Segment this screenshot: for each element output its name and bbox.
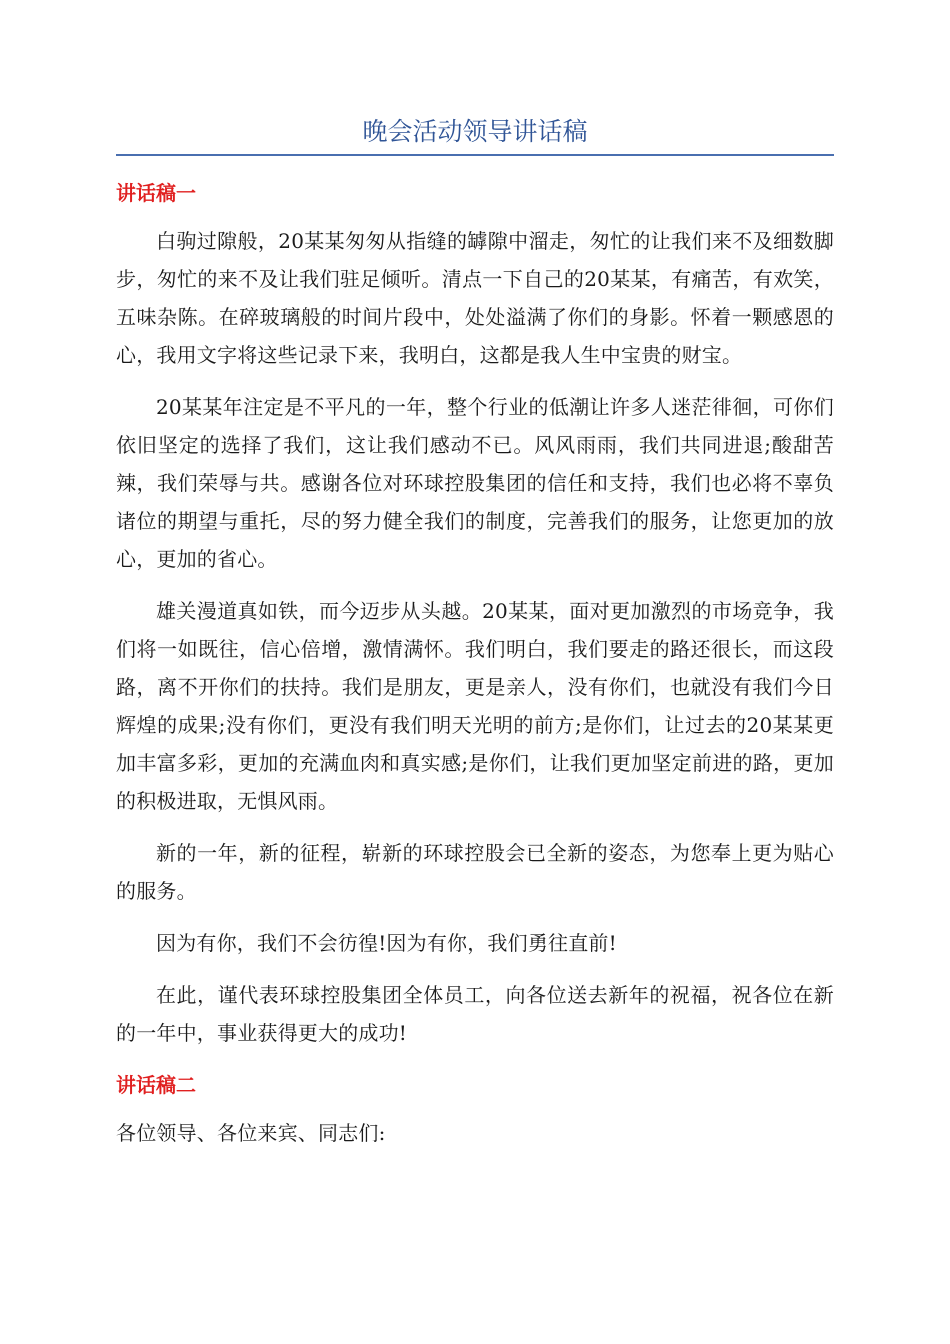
paragraph: 20某某年注定是不平凡的一年，整个行业的低潮让许多人迷茫徘徊，可你们依旧坚定的选择了我们，这让我们感动不已。风风雨雨，我们共同进退;酸甜苦辣，我们荣辱与共。感谢各位对环球控股集团的信任和支持，我们也必将不辜负诸位的期望与重托，尽的努力健全我们的制度，完善我们的服务，让您更加的放心，更加的省心。	[116, 395, 834, 571]
title-underline	[116, 154, 834, 156]
paragraph: 在此，谨代表环球控股集团全体员工，向各位送去新年的祝福，祝各位在新的一年中，事业获得更大的成功!	[116, 983, 834, 1045]
section-1	[116, 176, 834, 1052]
paragraph: 雄关漫道真如铁，而今迈步从头越。20某某，面对更加激烈的市场竞争，我们将一如既往，信心倍增，激情满怀。我们明白，我们要走的路还很长，而这段路，离不开你们的扶持。我们是朋友，更是亲人，没有你们，也就没有我们今日辉煌的成果;没有你们，更没有我们明天光明的前方;是你们，让过去的20某某更加丰富多彩，更加的充满血肉和真实感;是你们，让我们更加坚定前进的路，更加的积极进取，无惧风雨。	[116, 599, 834, 813]
salutation: 各位领导、各位来宾、同志们:	[116, 1121, 386, 1145]
paragraph: 新的一年，新的征程，崭新的环球控股会已全新的姿态，为您奉上更为贴心的服务。	[116, 841, 834, 903]
document-page	[116, 112, 834, 1166]
document-title: 晚会活动领导讲话稿	[362, 117, 588, 146]
paragraph: 白驹过隙般，20某某匆匆从指缝的罅隙中溜走，匆忙的让我们来不及细数脚步，匆忙的来不及让我们驻足倾听。清点一下自己的20某某，有痛苦，有欢笑，五味杂陈。在碎玻璃般的时间片段中，处处溢满了你们的身影。怀着一颗感恩的心，我用文字将这些记录下来，我明白，这都是我人生中宝贵的财宝。	[116, 229, 834, 367]
paragraph: 因为有你，我们不会彷徨!因为有你，我们勇往直前!	[156, 931, 617, 955]
section-heading: 讲话稿二	[116, 1073, 196, 1097]
section-heading: 讲话稿一	[116, 181, 196, 205]
section-2	[116, 1068, 834, 1152]
